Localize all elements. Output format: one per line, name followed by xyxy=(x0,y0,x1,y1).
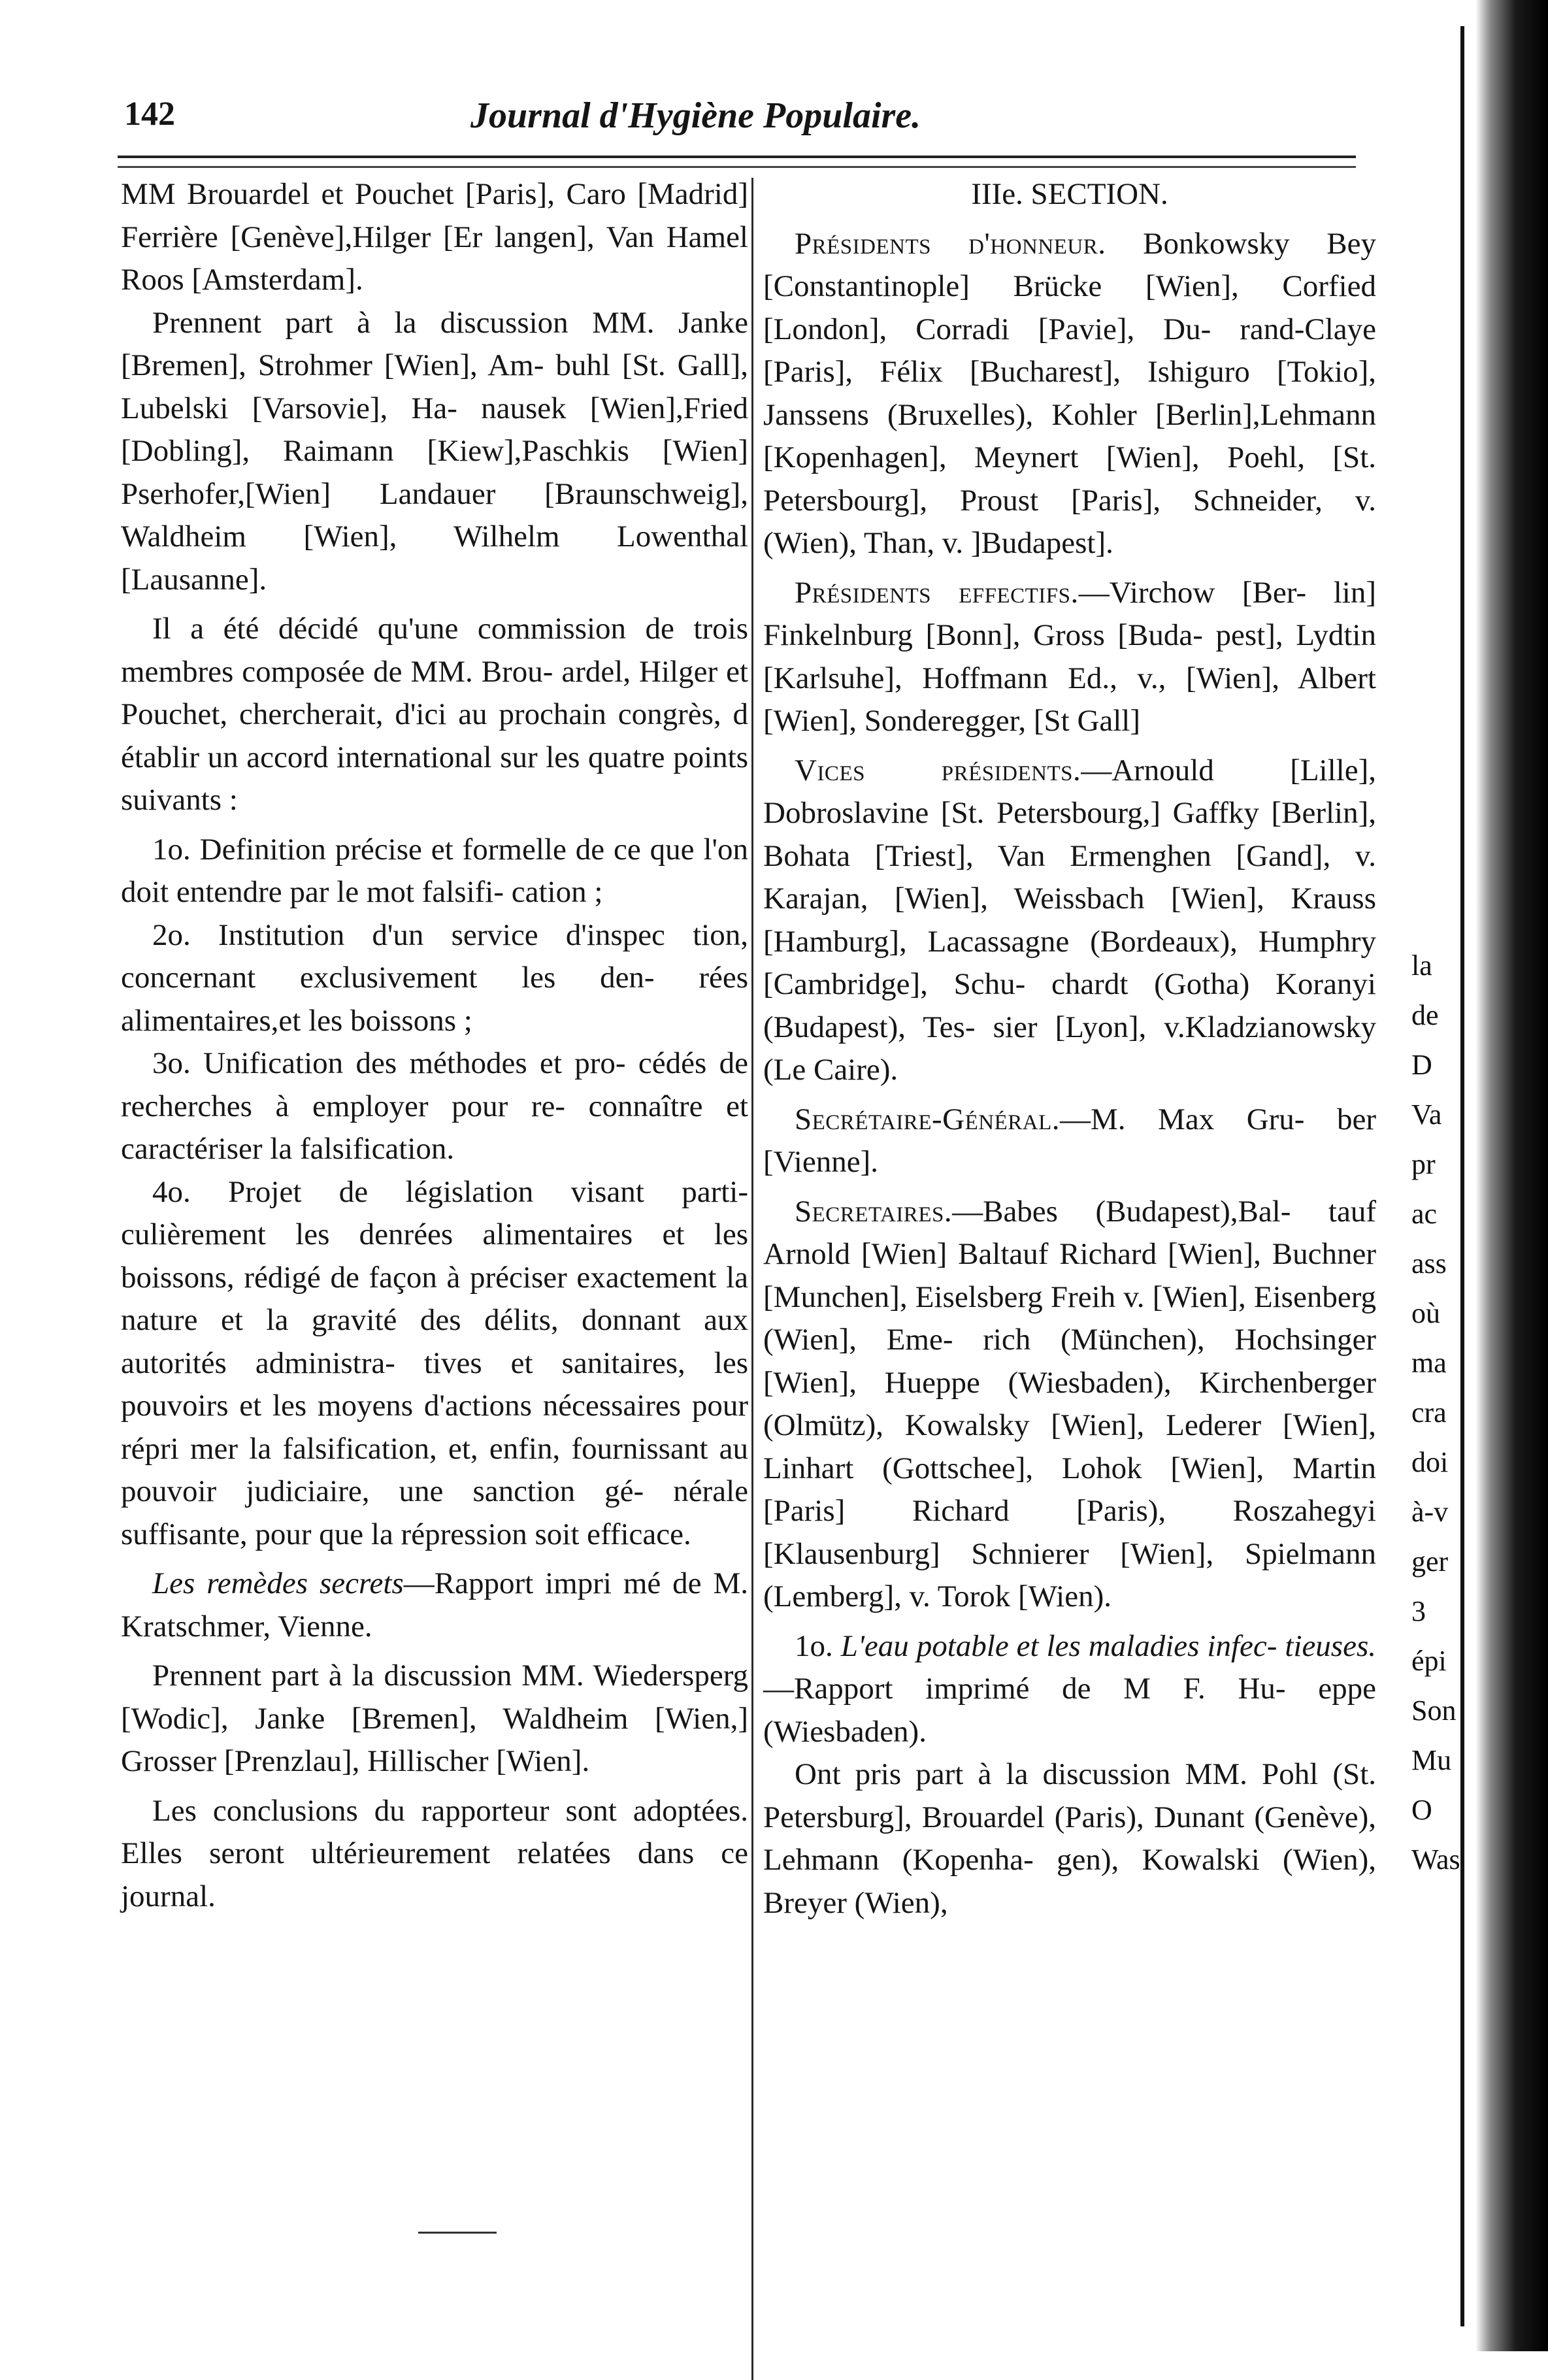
paragraph xyxy=(763,1625,1376,1754)
fragment: où xyxy=(1411,1297,1440,1329)
fragment: ac xyxy=(1411,1198,1438,1230)
paragraph xyxy=(763,750,1376,1092)
paragraph: Les conclusions du rapporteur sont adoptées. Elles seront ultérieurement relatées dans ce journal. xyxy=(121,1793,748,1913)
role-label: Vices présidents. xyxy=(795,753,1081,787)
fragment: D xyxy=(1411,1049,1432,1081)
page-number: 142 xyxy=(124,95,175,133)
paragraph xyxy=(763,223,1376,565)
fragment: ger xyxy=(1411,1545,1449,1578)
report-note: —Rapport imprimé de M F. Hu- eppe (Wiesbaden). xyxy=(763,1672,1376,1749)
paragraph: Prennent part à la discussion MM. Wiedersperg [Wodic], Janke [Bremen], Waldheim [Wien,] Grosser [Prenzlau], Hillischer [Wien]. xyxy=(121,1659,748,1778)
paragraph: MM Brouardel et Pouchet [Paris], Caro [Madrid] Ferrière [Genève],Hilger [Er langen], Van Hamel Roos [Amsterdam]. xyxy=(121,177,748,297)
fragment: doi xyxy=(1411,1446,1449,1478)
role-names: —Babes (Budapest),Bal- tauf Arnold [Wien] Baltauf Richard [Wien], Buchner [Munchen], Eiselsberg Freih v. [Wien], Eisenberg (Wien], Eme- rich (München), Hochsinger [Wien], Hueppe (Wiesbaden), Kirchenberger (Olmütz), Kowalsky [Wien], Lederer [Wien], Linhart (Gottschee], Lohok [Wien], Martin [Paris] Richard [Paris), Roszahegyi [Klausenburg] Schnierer [Wien], Spielmann (Lemberg], v. Torok [Wien). xyxy=(763,1194,1376,1613)
fragment: de xyxy=(1411,999,1439,1031)
fragment: ma xyxy=(1411,1347,1447,1379)
report-note: —Rapport impri mé de M. Kratschmer, Vienne. xyxy=(121,1566,748,1644)
role-names: —Virchow [Ber- lin] Finkelnburg [Bonn], Gross [Buda- pest], Lydtin [Karlsuhe], Hoffmann Ed., v., [Wien], Albert [Wien], Sonderegger, [St Gall] xyxy=(763,575,1376,738)
fragment: O xyxy=(1411,1794,1432,1826)
paragraph: Prennent part à la discussion MM. Janke [Bremen], Strohmer [Wien], Am- buhl [St. Gall], Lubelski [Varsovie], Ha- nausek [Wien],Fried [Dobling], Raimann [Kiew],Paschkis [Wien] Pserhofer,[Wien] Landauer [Braunschweig], Waldheim [Wien], Wilhelm Lowenthal [Lausanne]. xyxy=(121,305,748,597)
paragraph xyxy=(121,1562,748,1648)
fragment: la xyxy=(1411,950,1432,982)
fragment: Va xyxy=(1411,1099,1442,1131)
fragment: cra xyxy=(1411,1397,1447,1429)
role-names: —Arnould [Lille], Dobroslavine [St. Petersbourg,] Gaffky [Berlin], Bohata [Triest], Van Ermenghen [Gand], v. Karajan, [Wien], Weissbach [Wien], Krauss [Hamburg], Lacassagne (Bordeaux), Humphry [Cambridge], Schu- chardt (Gotha) Koranyi (Budapest), Tes- sier [Lyon], v.Kladzianowsky (Le Caire). xyxy=(763,753,1376,1087)
binding-line xyxy=(1460,26,1464,2326)
role-label: Présidents d'honneur. xyxy=(795,226,1106,261)
item-number: 1o. xyxy=(795,1628,841,1663)
list-item: 3o. Unification des méthodes et pro- cédés de recherches à employer pour re- connaître et caractériser la falsification. xyxy=(121,1046,748,1166)
paragraph xyxy=(763,1191,1376,1619)
column-divider xyxy=(751,178,753,2380)
fragment: ass xyxy=(1411,1248,1447,1280)
book-binding-edge xyxy=(1475,0,1548,2351)
fragment: à-v xyxy=(1411,1496,1449,1528)
running-header xyxy=(124,95,1242,147)
end-rule xyxy=(418,2232,497,2234)
paragraph xyxy=(763,572,1376,743)
right-column xyxy=(763,173,1376,1925)
fragment: Son xyxy=(1411,1694,1457,1727)
list-item: 2o. Institution d'un service d'inspec tion, concernant exclusivement les den- rées alimentaires,et les boissons ; xyxy=(121,917,748,1038)
left-column xyxy=(121,173,748,1918)
fragment: pr xyxy=(1411,1148,1436,1180)
paragraph: Ont pris part à la discussion MM. Pohl (St. Petersburg], Brouardel (Paris), Dunant (Genève), Lehmann (Kopenha- gen), Kowalski (Wien), Breyer (Wien), xyxy=(763,1757,1376,1920)
report-title: L'eau potable et les maladies infec- tieuses. xyxy=(840,1628,1377,1663)
paragraph xyxy=(763,1099,1376,1184)
role-names: —M. Max Gru- ber [Vienne]. xyxy=(763,1102,1376,1179)
fragment: 3 xyxy=(1411,1595,1426,1627)
role-label: Secretaires. xyxy=(795,1194,953,1229)
section-heading: IIIe. SECTION. xyxy=(971,177,1168,211)
role-label: Secrétaire-Général. xyxy=(795,1102,1060,1136)
header-double-rule xyxy=(118,156,1356,168)
fragment: Was xyxy=(1411,1843,1460,1876)
role-names: Bonkowsky Bey [Constantinople] Brücke [Wien], Corfied [London], Corradi [Pavie], Du- rand-Claye [Paris], Félix [Bucharest], Ishiguro [Tokio], Janssens (Bruxelles), Kohler [Berlin],Lehmann [Kopenhagen], Meynert [Wien], Poehl, [St. Petersbourg], Proust [Paris], Schneider, v. (Wien), Than, v. ]Budapest]. xyxy=(763,226,1377,560)
fragment: Mu xyxy=(1411,1744,1452,1776)
list-item: 1o. Definition précise et formelle de ce que l'on doit entendre par le mot falsifi- cation ; xyxy=(121,832,748,909)
list-item: 4o. Projet de législation visant parti- culièrement les denrées alimentaires et les boissons, rédigé de façon à préciser exactement la nature et la gravité des délits, donnant aux autorités administra- tives et sanitaires, les pouvoirs et les moyens d'actions nécessaires pour répri mer la falsification, et, enfin, fournissant au pouvoir judiciaire, une sanction gé- nérale suffisante, pour que la répression soit efficace. xyxy=(121,1174,748,1551)
paragraph: Il a été décidé qu'une commission de trois membres composée de MM. Brou- ardel, Hilger et Pouchet, chercherait, d'ici au prochain congrès, d établir un accord international sur les quatre points suivants : xyxy=(121,612,748,817)
fragment: épi xyxy=(1411,1645,1447,1677)
journal-title: Journal d'Hygiène Populaire. xyxy=(470,95,921,136)
role-label: Présidents effectifs. xyxy=(795,575,1079,610)
report-title: Les remèdes secrets xyxy=(152,1566,404,1600)
